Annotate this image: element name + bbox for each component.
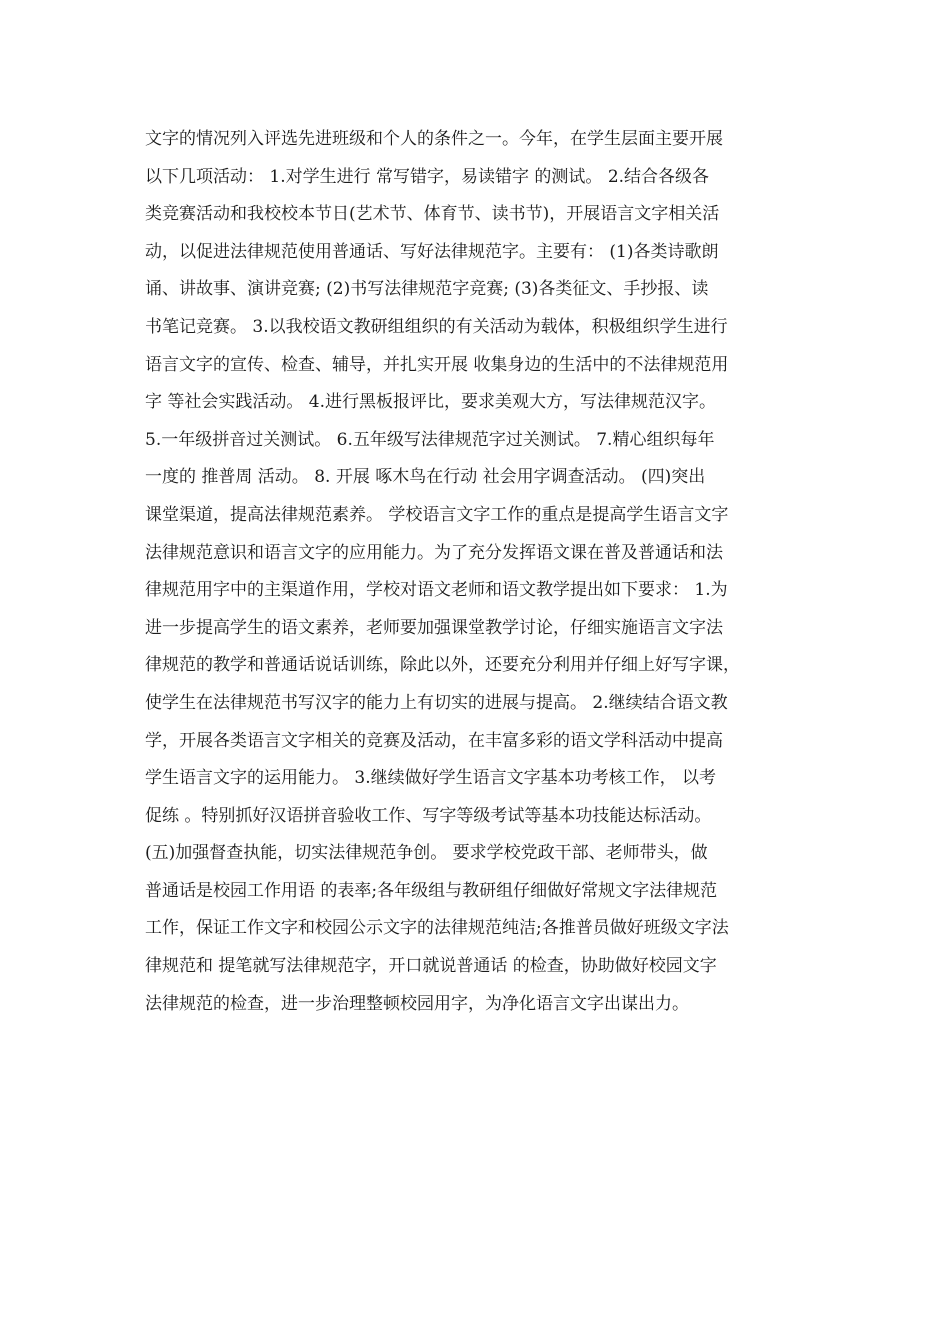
text-line: 课堂渠道，提高法律规范素养。 学校语言文字工作的重点是提高学生语言文字 — [145, 504, 729, 525]
text-line: 促练 。特别抓好汉语拼音验收工作、写字等级考试等基本功技能达标活动。 — [145, 805, 712, 826]
text-line: 以下几项活动： 1.对学生进行 常写错字，易读错字 的测试。 2.结合各级各 — [145, 166, 710, 187]
text-line: 法律规范意识和语言文字的应用能力。为了充分发挥语文课在普及普通话和法 — [145, 542, 723, 563]
text-line: 学，开展各类语言文字相关的竞赛及活动，在丰富多彩的语文学科活动中提高 — [145, 730, 723, 751]
text-line: 诵、讲故事、演讲竞赛; (2)书写法律规范字竞赛; (3)各类征文、手抄报、读 — [145, 279, 709, 300]
text-line: 学生语言文字的运用能力。 3.继续做好学生语言文字基本功考核工作， 以考 — [145, 768, 717, 789]
text-line: 书笔记竞赛。 3.以我校语文教研组组织的有关活动为载体，积极组织学生进行 — [145, 316, 728, 337]
text-line: 法律规范的检查，进一步治理整顿校园用字，为净化语言文字出谋出力。 — [145, 993, 689, 1014]
text-line: 使学生在法律规范书写汉字的能力上有切实的进展与提高。 2.继续结合语文教 — [145, 692, 728, 713]
text-line: 5.一年级拼音过关测试。 6.五年级写法律规范字过关测试。 7.精心组织每年 — [145, 429, 715, 450]
text-line: 字 等社会实践活动。 4.进行黑板报评比，要求美观大方，写法律规范汉字。 — [145, 392, 717, 413]
text-line: 进一步提高学生的语文素养，老师要加强课堂教学讨论，仔细实施语言文字法 — [145, 617, 723, 638]
text-line: 语言文字的宣传、检查、辅导，并扎实开展 收集身边的生活中的不法律规范用 — [145, 354, 729, 375]
text-line: 一度的 推普周 活动。 8. 开展 啄木鸟在行动 社会用字调查活动。 (四)突出 — [145, 467, 706, 488]
text-line: (五)加强督查执能，切实法律规范争创。 要求学校党政干部、老师带头，做 — [145, 843, 708, 864]
text-line: 律规范的教学和普通话说话训练，除此以外，还要充分利用并仔细上好写字课， — [145, 655, 740, 676]
text-line: 类竞赛活动和我校校本节日(艺术节、体育节、读书节)，开展语言文字相关活 — [145, 204, 720, 225]
text-line: 工作，保证工作文字和校园公示文字的法律规范纯洁;各推普员做好班级文字法 — [145, 918, 729, 939]
body-text — [145, 121, 825, 1023]
text-line: 普通话是校园工作用语 的表率;各年级组与教研组仔细做好常规文字法律规范 — [145, 880, 718, 901]
text-line: 律规范用字中的主渠道作用，学校对语文老师和语文教学提出如下要求： 1.为 — [145, 580, 728, 601]
text-line: 文字的情况列入评选先进班级和个人的条件之一。今年，在学生层面主要开展 — [145, 129, 723, 149]
text-line: 律规范和 提笔就写法律规范字，开口就说普通话 的检查，协助做好校园文字 — [145, 956, 717, 977]
text-line: 动，以促进法律规范使用普通话、写好法律规范字。主要有： (1)各类诗歌朗 — [145, 241, 719, 262]
